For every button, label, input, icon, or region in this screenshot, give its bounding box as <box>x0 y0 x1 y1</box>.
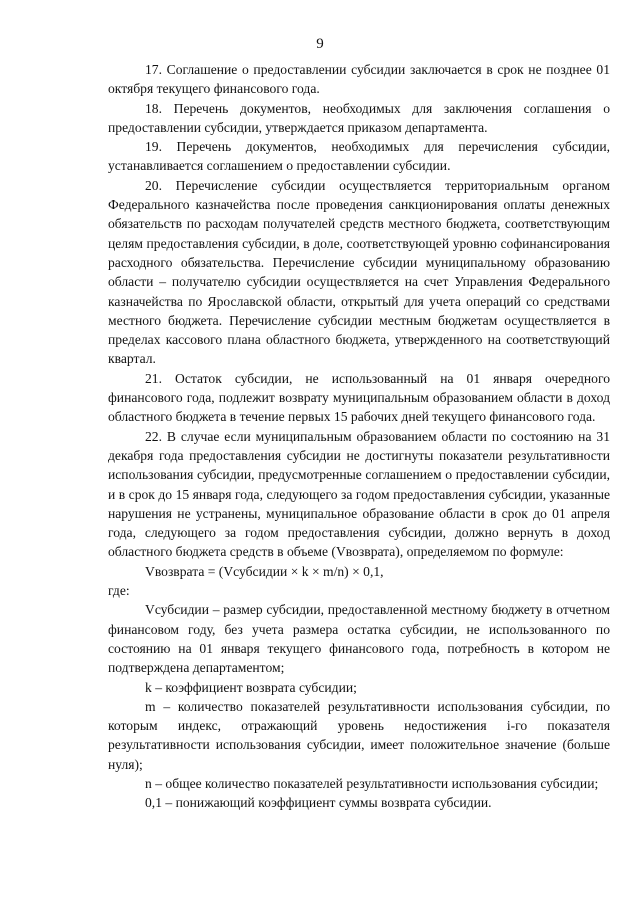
paragraph-22: 22. В случае если муниципальным образованием области по состоянию на 31 декабря года предоставления субсидии не достигнуты показатели результативности использования субсидии, предусмотренные соглашением о предоставлении субсидии, и в срок до 15 января года, следующего за годом предоставления субсидии, указанные нарушения не устранены, муниципальное образование области в срок до 01 апреля года, следующего за годом предоставления субсидии, должно вернуть в доход областного бюджета средств в объеме (Vвозврата), определяемом по формуле: <box>108 428 610 560</box>
definition-m: m – количество показателей результативности использования субсидии, по которым индекс, отражающий уровень недостижения i-го показателя результативности использования субсидии, имеет положительное значение (больше нуля); <box>108 698 610 772</box>
definition-v-subsidy: Vсубсидии – размер субсидии, предоставленной местному бюджету в отчетном финансовом году, без учета размера остатка субсидии, не использованного по состоянию на 01 января текущего финансового года, потребность в котором не подтверждена департаментом; <box>108 602 610 676</box>
refund-formula: Vвозврата = (Vсубсидии × k × m/n) × 0,1, <box>145 563 384 579</box>
page-number: 9 <box>316 36 324 52</box>
paragraph-19: 19. Перечень документов, необходимых для перечисления субсидии, устанавливается соглашением о предоставлении субсидии. <box>108 139 610 174</box>
where-label: где: <box>108 583 130 599</box>
paragraph-20: 20. Перечисление субсидии осуществляется территориальным органом Федерального казначейства после проведения санкционирования оплаты денежных обязательств по расходам получателей средств местного бюджета, соответствующим целям предоставления субсидии, в доле, соответствующей уровню софинансирования расходного обязательства. Перечисление субсидии муниципальному образованию области – получателю субсидии осуществляется на счет Управления Федерального казначейства по Ярославской области, открытый для учета операций со средствами местного бюджета. Перечисление субсидии местным бюджетам осуществляется в пределах кассового плана областного бюджета, утвержденного на соответствующий квартал. <box>108 177 610 367</box>
paragraph-21: 21. Остаток субсидии, не использованный на 01 января очередного финансового года, подлежит возврату муниципальным образованием области в доход областного бюджета в течение первых 15 рабочих дней текущего финансового года. <box>108 370 610 425</box>
definition-n: n – общее количество показателей результативности использования субсидии; <box>145 775 599 791</box>
definition-coefficient: 0,1 – понижающий коэффициент суммы возврата субсидии. <box>145 795 492 811</box>
paragraph-18: 18. Перечень документов, необходимых для заключения соглашения о предоставлении субсидии, утверждается приказом департамента. <box>108 100 610 135</box>
definition-k: k – коэффициент возврата субсидии; <box>145 679 357 695</box>
paragraph-17: 17. Соглашение о предоставлении субсидии заключается в срок не позднее 01 октября текущего финансового года. <box>108 62 610 97</box>
document-body <box>108 60 610 813</box>
